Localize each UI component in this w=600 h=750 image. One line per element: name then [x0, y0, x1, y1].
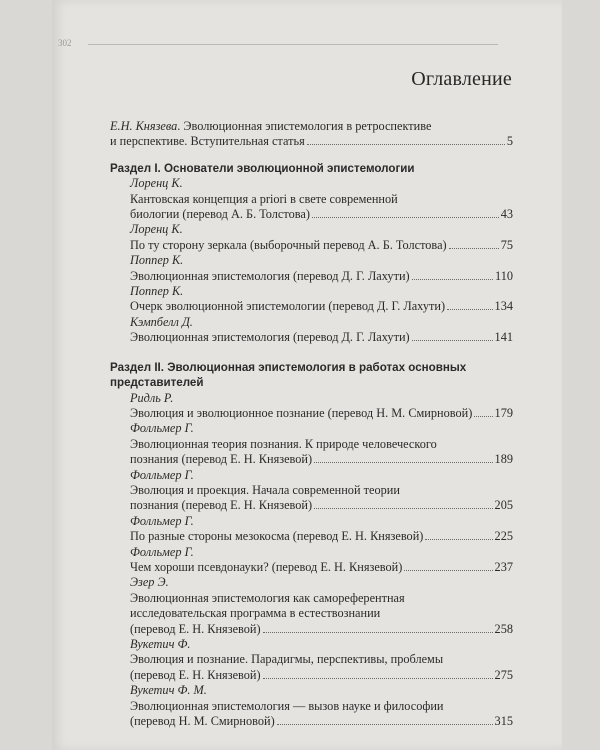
entry-page-number: 237: [494, 559, 513, 574]
toc-entry[interactable]: [110, 222, 513, 253]
entry-page-number: 315: [494, 714, 513, 729]
table-of-contents: [110, 119, 513, 729]
entry-title-line: Эволюция и проекция. Начала современной теории: [130, 482, 400, 497]
toc-entry[interactable]: [110, 683, 513, 729]
dot-leader: [412, 340, 493, 341]
dot-leader: [312, 217, 499, 218]
entry-page-number: 134: [494, 299, 513, 314]
entry-last-line: [130, 269, 513, 284]
entry-author: Лоренц К.: [130, 176, 183, 191]
entry-page-number: 225: [494, 529, 513, 544]
running-head-page-number: 302: [58, 38, 72, 48]
entry-title-line: Очерк эволюционной эпистемологии (перевод Д. Г. Лахути): [130, 299, 446, 314]
entry-last-line: [130, 207, 513, 222]
entry-title-line: . Эволюционная эпистемология в ретроспективе: [177, 119, 432, 133]
section-heading: Раздел I. Основатели эволюционной эпистемологии: [110, 161, 415, 175]
entry-page-number: 258: [494, 621, 513, 636]
entry-last-line: [130, 330, 513, 345]
entry-title-line: Эволюция и познание. Парадигмы, перспективы, проблемы: [130, 652, 444, 667]
toc-entry[interactable]: [110, 391, 513, 422]
entry-page-number: 110: [495, 268, 513, 283]
entry-last-line: [130, 452, 513, 467]
section-heading-line: Раздел II. Эволюционная эпистемология в работах основных: [110, 360, 467, 374]
dot-leader: [307, 144, 505, 145]
entry-last-line: [130, 668, 513, 683]
entry-title-line: Эволюционная теория познания. К природе человеческого: [130, 436, 437, 451]
entry-last-line: [130, 714, 513, 729]
entry-last-line: [130, 560, 513, 575]
entry-author: Эзер Э.: [130, 575, 169, 590]
toc-entry[interactable]: [110, 421, 513, 467]
toc-entry[interactable]: [110, 284, 513, 315]
section-spacer: [110, 346, 513, 358]
entry-title-line: исследовательская программа в естествознании: [130, 606, 381, 621]
intro-first-line: [110, 119, 513, 134]
dot-leader: [404, 570, 492, 571]
entry-page-number: 275: [494, 667, 513, 682]
entry-author: Вукетич Ф.: [130, 637, 191, 651]
entry-title-line: (перевод Е. Н. Князевой): [130, 621, 261, 636]
dot-leader: [474, 416, 492, 417]
entry-author: Фолльмер Г.: [130, 544, 194, 559]
entry-last-line: [130, 622, 513, 637]
entry-title-line: Эволюционная эпистемология (перевод Д. Г. Лахути): [130, 268, 410, 283]
running-head: [58, 38, 498, 48]
dot-leader: [263, 678, 493, 679]
toc-entry[interactable]: [110, 637, 513, 683]
entry-last-line: [130, 529, 513, 544]
toc-entry[interactable]: [110, 315, 513, 346]
entry-title-line: Эволюционная эпистемология как самореферентная: [130, 590, 405, 605]
entry-page-number: 75: [500, 237, 513, 252]
entry-last-line: [130, 238, 513, 253]
entry-title-line: По ту сторону зеркала (выборочный перевод А. Б. Толстова): [130, 237, 447, 252]
entry-page-number: 43: [500, 207, 513, 222]
entry-title-line: биологии (перевод А. Б. Толстова): [130, 207, 310, 222]
entry-author: Лоренц К.: [130, 222, 183, 237]
dot-leader: [263, 632, 493, 633]
entry-page-number: 5: [506, 134, 513, 149]
entry-page-number: 179: [494, 405, 513, 420]
toc-entry[interactable]: [110, 176, 513, 222]
entry-author: Ридль Р.: [130, 390, 174, 405]
entry-page-number: 141: [494, 330, 513, 345]
dot-leader: [277, 724, 493, 725]
entry-author: Фолльмер Г.: [130, 513, 194, 528]
entry-title-line: Кантовская концепция a priori в свете современной: [130, 191, 398, 206]
entry-title-line: познания (перевод Е. Н. Князевой): [130, 498, 313, 513]
toc-intro-entry[interactable]: [110, 119, 513, 150]
page-title: Оглавление: [411, 68, 512, 90]
entry-title-line: (перевод Е. Н. Князевой): [130, 667, 261, 682]
section-heading: [110, 360, 513, 391]
entry-title-line: Эволюция и эволюционное познание (перевод Н. М. Смирновой): [130, 405, 473, 420]
entry-title-line: и перспективе. Вступительная статья: [110, 134, 305, 149]
dot-leader: [447, 309, 493, 310]
entry-page-number: 205: [494, 498, 513, 513]
entry-title-line: (перевод Н. М. Смирновой): [130, 714, 275, 729]
entry-last-line: [130, 299, 513, 314]
entry-page-number: 189: [494, 452, 513, 467]
toc-entry[interactable]: [110, 253, 513, 284]
toc-entry[interactable]: [110, 514, 513, 545]
entry-author: Поппер К.: [130, 284, 184, 299]
section-heading-line: представителей: [110, 376, 204, 390]
toc-entry[interactable]: [110, 468, 513, 514]
entry-author: Е.Н. Князева: [110, 119, 178, 133]
dot-leader: [425, 539, 492, 540]
toc-entry[interactable]: [110, 575, 513, 637]
dot-leader: [314, 508, 492, 509]
entry-title-line: Эволюционная эпистемология — вызов науке и философии: [130, 698, 444, 713]
entry-last-line: [130, 498, 513, 513]
toc-entry[interactable]: [110, 545, 513, 576]
running-head-rule: [88, 44, 498, 45]
entry-author: Фолльмер Г.: [130, 467, 194, 482]
dot-leader: [412, 279, 493, 280]
entry-last-line: [130, 406, 513, 421]
entry-last-line: [110, 134, 513, 149]
entry-author: Поппер К.: [130, 253, 184, 268]
entry-author: Фолльмер Г.: [130, 421, 194, 436]
entry-title-line: Чем хороши псевдонауки? (перевод Е. Н. Князевой): [130, 559, 403, 574]
dot-leader: [449, 248, 499, 249]
dot-leader: [314, 462, 492, 463]
entry-title-line: По разные стороны мезокосма (перевод Е. Н. Князевой): [130, 529, 424, 544]
entry-title-line: познания (перевод Е. Н. Князевой): [130, 452, 313, 467]
entry-author: Кэмпбелл Д.: [130, 314, 193, 329]
entry-author: Вукетич Ф. М.: [130, 683, 207, 698]
entry-title-line: Эволюционная эпистемология (перевод Д. Г. Лахути): [130, 330, 410, 345]
